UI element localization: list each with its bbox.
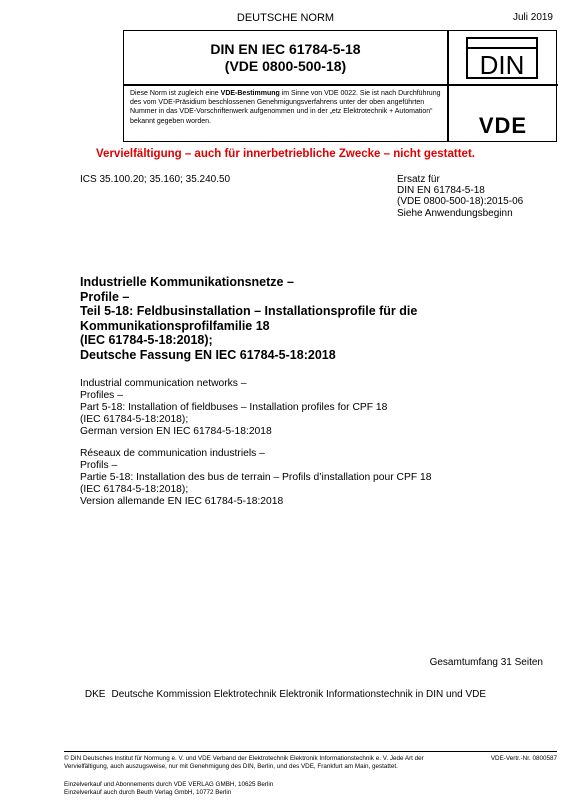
english-title-line: German version EN IEC 61784-5-18:2018 — [80, 426, 272, 437]
english-title-line: Part 5-18: Installation of fieldbuses – Installation profiles for CPF 18 — [80, 402, 388, 413]
dke-name: Deutsche Kommission Elektrotechnik Elektronik Informationstechnik in DIN und VDE — [111, 689, 487, 700]
vde-distribution-number: VDE-Vertr.-Nr. 0800587 — [490, 755, 557, 762]
copyright-notice: © DIN Deutsches Institut für Normung e. V. und VDE Verband der Elektrotechnik Elektronik Informationstechnik e. V. Jede Art der Vervielfältigung, auch auszugsweise, nur mit Genehmigung des DIN, Berlin, und des VDE, Frankfurt am Main, gestattet. — [64, 755, 424, 770]
box-divider-horizontal — [124, 84, 558, 86]
sales-line-2: Einzelverkauf auch durch Beuth Verlag GmbH, 10772 Berlin — [64, 789, 232, 797]
vde-note-prefix: Diese Norm ist zugleich eine — [130, 90, 221, 97]
french-title-line: Version allemande EN IEC 61784-5-18:2018 — [80, 496, 284, 507]
english-title-line: Industrial communication networks – — [80, 378, 247, 389]
french-title — [80, 448, 550, 508]
german-title-line: Teil 5-18: Feldbusinstallation – Installationsprofile für die — [80, 304, 418, 319]
sales-info — [64, 781, 273, 798]
english-title-line: (IEC 61784-5-18:2018); — [80, 414, 189, 425]
dke-commission — [0, 689, 571, 700]
french-title-line: Partie 5-18: Installation des bus de terrain – Profils d’installation pour CPF 18 — [80, 472, 432, 483]
standard-vde-number: (VDE 0800-500-18) — [224, 58, 347, 74]
german-title-line: Deutsche Fassung EN IEC 61784-5-18:2018 — [80, 347, 336, 362]
title-box — [123, 30, 557, 142]
german-title — [80, 275, 550, 363]
vde-note-rest: im Sinne von VDE 0022. Sie ist nach Durchführung des vom VDE-Präsidium beschlossenen Genehmigungsverfahrens unter der oben angeführten Nummer in das VDE-Vorschriftenwerk aufgenommen und in der „etz Elektrotechnik + Automation“ bekannt gegeben worden. — [130, 90, 441, 125]
german-title-line: (IEC 61784-5-18:2018); — [80, 333, 213, 348]
german-title-line: Kommunikationsprofilfamilie 18 — [80, 318, 270, 333]
vde-note-bold: VDE-Bestimmung — [220, 90, 280, 97]
german-title-line: Profile – — [80, 289, 130, 304]
standard-number — [124, 41, 447, 75]
copy-warning: Vervielfältigung – auch für innerbetriebliche Zwecke – nicht gestattet. — [96, 148, 475, 160]
french-title-line: (IEC 61784-5-18:2018); — [80, 484, 189, 495]
footer-divider — [64, 751, 557, 752]
french-title-line: Profils – — [80, 460, 118, 471]
norm-type-label: DEUTSCHE NORM — [236, 12, 335, 24]
vde-logo: VDE — [478, 113, 528, 138]
english-title-line: Profiles – — [80, 390, 123, 401]
vde-note — [130, 89, 442, 126]
total-pages: Gesamtumfang 31 Seiten — [429, 657, 543, 668]
ics-codes: ICS 35.100.20; 35.160; 35.240.50 — [80, 174, 231, 185]
replacement-line-2: DIN EN 61784-5-18 — [397, 185, 485, 197]
dke-abbr: DKE — [84, 689, 106, 700]
standard-din-number: DIN EN IEC 61784-5-18 — [210, 41, 361, 57]
din-logo-text: DIN — [479, 50, 525, 79]
replacement-line-3: (VDE 0800-500-18):2015-06 — [397, 196, 524, 208]
french-title-line: Réseaux de communication industriels – — [80, 448, 265, 459]
publication-date: Juli 2019 — [512, 12, 553, 23]
replacement-info — [397, 174, 523, 219]
replacement-line-1: Ersatz für — [397, 174, 440, 185]
english-title — [80, 378, 550, 438]
replacement-line-4: Siehe Anwendungsbeginn — [397, 207, 513, 219]
box-divider-vertical — [447, 31, 449, 141]
german-title-line: Industrielle Kommunikationsnetze – — [80, 275, 294, 289]
sales-line-1: Einzelverkauf und Abonnements durch VDE VERLAG GMBH, 10625 Berlin — [64, 781, 274, 788]
din-logo — [466, 37, 538, 79]
